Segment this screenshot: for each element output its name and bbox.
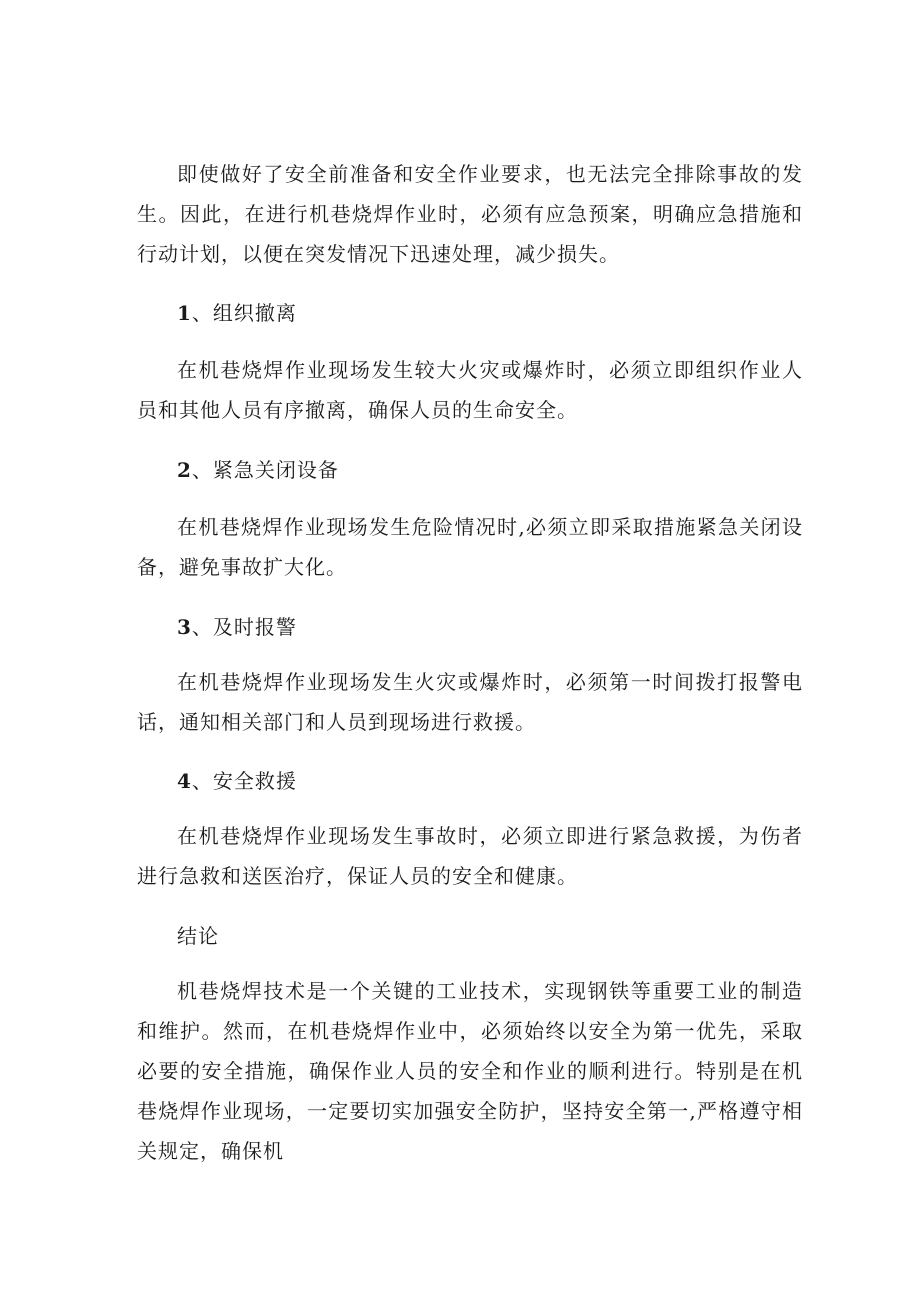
section-1-body: 在机巷烧焊作业现场发生较大火灾或爆炸时，必须立即组织作业人员和其他人员有序撤离，确保人员的生命安全。 bbox=[137, 358, 803, 422]
section-4-title: 、安全救援 bbox=[191, 769, 297, 793]
section-2-heading bbox=[177, 450, 339, 490]
section-4-heading bbox=[177, 761, 297, 801]
conclusion-heading: 结论 bbox=[177, 924, 219, 948]
section-3-body: 在机巷烧焊作业现场发生火灾或爆炸时，必须第一时间拨打报警电话，通知相关部门和人员到现场进行救援。 bbox=[137, 670, 803, 734]
section-4-number: 4 bbox=[177, 769, 192, 793]
section-3-heading bbox=[177, 607, 297, 647]
intro-paragraph: 即使做好了安全前准备和安全作业要求，也无法完全排除事故的发生。因此，在进行机巷烧焊作业时，必须有应急预案，明确应急措施和行动计划，以便在突发情况下迅速处理，减少损失。 bbox=[137, 162, 803, 266]
section-3-number: 3 bbox=[177, 615, 192, 639]
section-1-heading bbox=[177, 293, 297, 333]
section-1-number: 1 bbox=[177, 301, 192, 325]
section-4-body: 在机巷烧焊作业现场发生事故时，必须立即进行紧急救援，为伤者进行急救和送医治疗，保证人员的安全和健康。 bbox=[137, 824, 803, 888]
section-2-body: 在机巷烧焊作业现场发生危险情况时,必须立即采取措施紧急关闭设备，避免事故扩大化。 bbox=[137, 515, 803, 579]
section-2-title: 、紧急关闭设备 bbox=[191, 458, 339, 482]
conclusion-paragraph: 机巷烧焊技术是一个关键的工业技术，实现钢铁等重要工业的制造和维护。然而，在机巷烧焊作业中，必须始终以安全为第一优先，采取必要的安全措施，确保作业人员的安全和作业的顺利进行。特别是在机巷烧焊作业现场，一定要切实加强安全防护，坚持安全第一,严格遵守相关规定，确保机 bbox=[137, 979, 803, 1163]
section-1-title: 、组织撤离 bbox=[191, 301, 297, 325]
section-3-title: 、及时报警 bbox=[191, 615, 297, 639]
section-2-number: 2 bbox=[177, 458, 192, 482]
